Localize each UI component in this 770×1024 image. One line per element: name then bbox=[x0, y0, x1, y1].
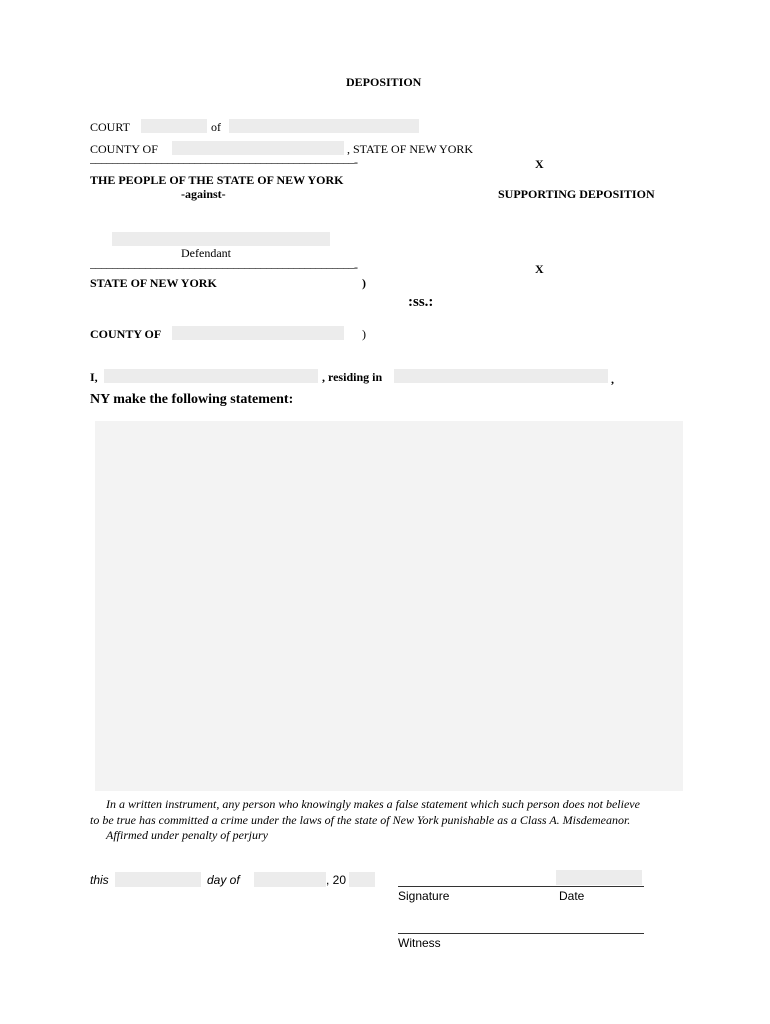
year-field[interactable] bbox=[349, 872, 375, 887]
warning-line-2: to be true has committed a crime under the laws of the state of New York punishable as a Class A. Misdemeanor. bbox=[90, 813, 631, 827]
year-prefix: , 20 bbox=[326, 873, 347, 887]
comma-mark: , bbox=[611, 372, 614, 386]
county-field-venue[interactable] bbox=[172, 326, 344, 340]
court-of-field[interactable] bbox=[229, 119, 419, 133]
court-name-field[interactable] bbox=[141, 119, 207, 133]
defendant-label: Defendant bbox=[181, 246, 231, 260]
signature-line bbox=[398, 886, 644, 887]
of-label: of bbox=[211, 120, 221, 134]
x-mark-top: X bbox=[535, 157, 544, 171]
month-field[interactable] bbox=[254, 872, 326, 887]
affirmed-label: Affirmed under penalty of perjury bbox=[106, 828, 268, 842]
i-label: I, bbox=[90, 370, 98, 384]
county-of-label: COUNTY OF bbox=[90, 142, 158, 156]
state-label: STATE OF NEW YORK bbox=[90, 276, 217, 290]
county-field-top[interactable] bbox=[172, 141, 344, 155]
paren-county: ) bbox=[362, 327, 366, 341]
day-field[interactable] bbox=[115, 872, 201, 887]
paren-state: ) bbox=[362, 276, 366, 290]
day-of-label: day of bbox=[207, 873, 240, 887]
state-of-ny-label: , STATE OF NEW YORK bbox=[347, 142, 474, 156]
people-label: THE PEOPLE OF THE STATE OF NEW YORK bbox=[90, 173, 344, 187]
deponent-name-field[interactable] bbox=[104, 369, 318, 383]
warning-line-1: In a written instrument, any person who knowingly makes a false statement which such person does not believe bbox=[106, 797, 640, 811]
county-of-bold-label: COUNTY OF bbox=[90, 327, 162, 341]
residing-label: , residing in bbox=[322, 370, 383, 384]
witness-label: Witness bbox=[398, 936, 441, 950]
page-title: DEPOSITION bbox=[346, 75, 422, 89]
signature-label: Signature bbox=[398, 889, 450, 903]
residence-field[interactable] bbox=[394, 369, 608, 383]
against-label: -against- bbox=[181, 187, 226, 201]
supporting-deposition-label: SUPPORTING DEPOSITION bbox=[498, 187, 655, 201]
date-field[interactable] bbox=[556, 870, 642, 885]
separator-line-bottom: ––––––––––––––––––––––––––––––––––––––––––––––––- bbox=[90, 260, 358, 274]
this-label: this bbox=[90, 873, 109, 887]
ss-label: :ss.: bbox=[408, 294, 434, 310]
witness-line bbox=[398, 933, 644, 934]
x-mark-bottom: X bbox=[535, 262, 544, 276]
court-label: COURT bbox=[90, 120, 130, 134]
statement-textarea[interactable] bbox=[95, 421, 683, 791]
statement-heading: NY make the following statement: bbox=[90, 392, 294, 407]
date-label: Date bbox=[559, 889, 585, 903]
defendant-name-field[interactable] bbox=[112, 232, 330, 246]
separator-line-top: ––––––––––––––––––––––––––––––––––––––––––––––––- bbox=[90, 155, 358, 169]
